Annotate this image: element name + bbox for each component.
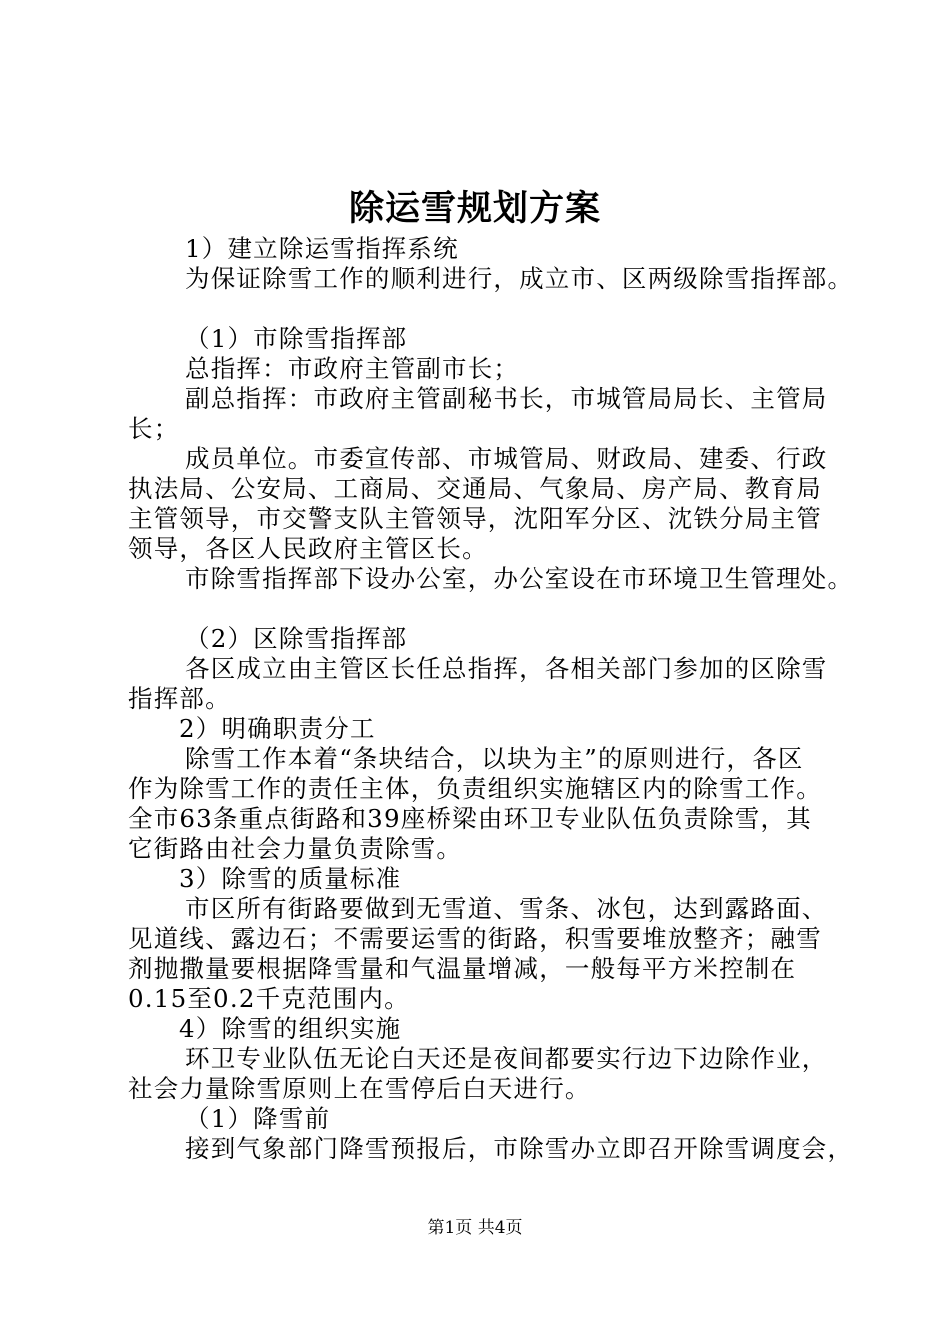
blank-line xyxy=(128,294,840,324)
paragraph-line: 环卫专业队伍无论白天还是夜间都要实行边下边除作业， xyxy=(185,1044,828,1073)
paragraph-line: 剂抛撒量要根据降雪量和气温量增减，一般每平方米控制在 xyxy=(128,954,797,983)
paragraph-line: 主管领导，市交警支队主管领导，沈阳军分区、沈铁分局主管 xyxy=(128,504,822,533)
section-heading-4: 4）除雪的组织实施 xyxy=(179,1014,402,1043)
paragraph-line: 为保证除雪工作的顺利进行，成立市、区两级除雪指挥部。 xyxy=(185,264,854,293)
paragraph-line: 各区成立由主管区长任总指挥，各相关部门参加的区除雪 xyxy=(185,654,828,683)
subsection-heading-before-snow: （1）降雪前 xyxy=(185,1104,331,1133)
paragraph-line: 领导，各区人民政府主管区长。 xyxy=(128,534,488,563)
paragraph-line: 市区所有街路要做到无雪道、雪条、冰包，达到露路面、 xyxy=(185,894,828,923)
paragraph-line: 它街路由社会力量负责除雪。 xyxy=(128,834,463,863)
paragraph-line: 全市63条重点街路和39座桥梁由环卫专业队伍负责除雪，其 xyxy=(128,804,812,833)
document-title: 除运雪规划方案 xyxy=(348,188,601,229)
paragraph-line: 总指挥：市政府主管副市长； xyxy=(185,354,520,383)
section-heading-1: 1）建立除运雪指挥系统 xyxy=(185,234,459,263)
blank-line xyxy=(128,594,840,624)
paragraph-line: 社会力量除雪原则上在雪停后白天进行。 xyxy=(128,1074,591,1103)
paragraph-line: 指挥部。 xyxy=(128,684,231,713)
paragraph-line: 见道线、露边石；不需要运雪的街路，积雪要堆放整齐；融雪 xyxy=(128,924,822,953)
subsection-heading-city: （1）市除雪指挥部 xyxy=(185,324,408,353)
paragraph-line: 接到气象部门降雪预报后，市除雪办立即召开除雪调度会， xyxy=(185,1134,854,1163)
paragraph-line: 0.15至0.2千克范围内。 xyxy=(128,984,410,1013)
paragraph-line: 成员单位。市委宣传部、市城管局、财政局、建委、行政 xyxy=(185,444,828,473)
paragraph-line: 执法局、公安局、工商局、交通局、气象局、房产局、教育局 xyxy=(128,474,822,503)
paragraph-line: 作为除雪工作的责任主体，负责组织实施辖区内的除雪工作。 xyxy=(128,774,822,803)
paragraph-line: 市除雪指挥部下设办公室，办公室设在市环境卫生管理处。 xyxy=(185,564,854,593)
section-heading-3: 3）除雪的质量标准 xyxy=(179,864,402,893)
subsection-heading-district: （2）区除雪指挥部 xyxy=(185,624,408,653)
document-body xyxy=(128,234,854,1164)
paragraph-line: 副总指挥：市政府主管副秘书长，市城管局局长、主管局 xyxy=(185,384,828,413)
section-heading-2: 2）明确职责分工 xyxy=(179,714,376,743)
paragraph-line: 长； xyxy=(128,414,180,443)
paragraph-line: 除雪工作本着“条块结合，以块为主”的原则进行，各区 xyxy=(185,744,804,773)
page-number-footer: 第1页 共4页 xyxy=(427,1218,523,1238)
